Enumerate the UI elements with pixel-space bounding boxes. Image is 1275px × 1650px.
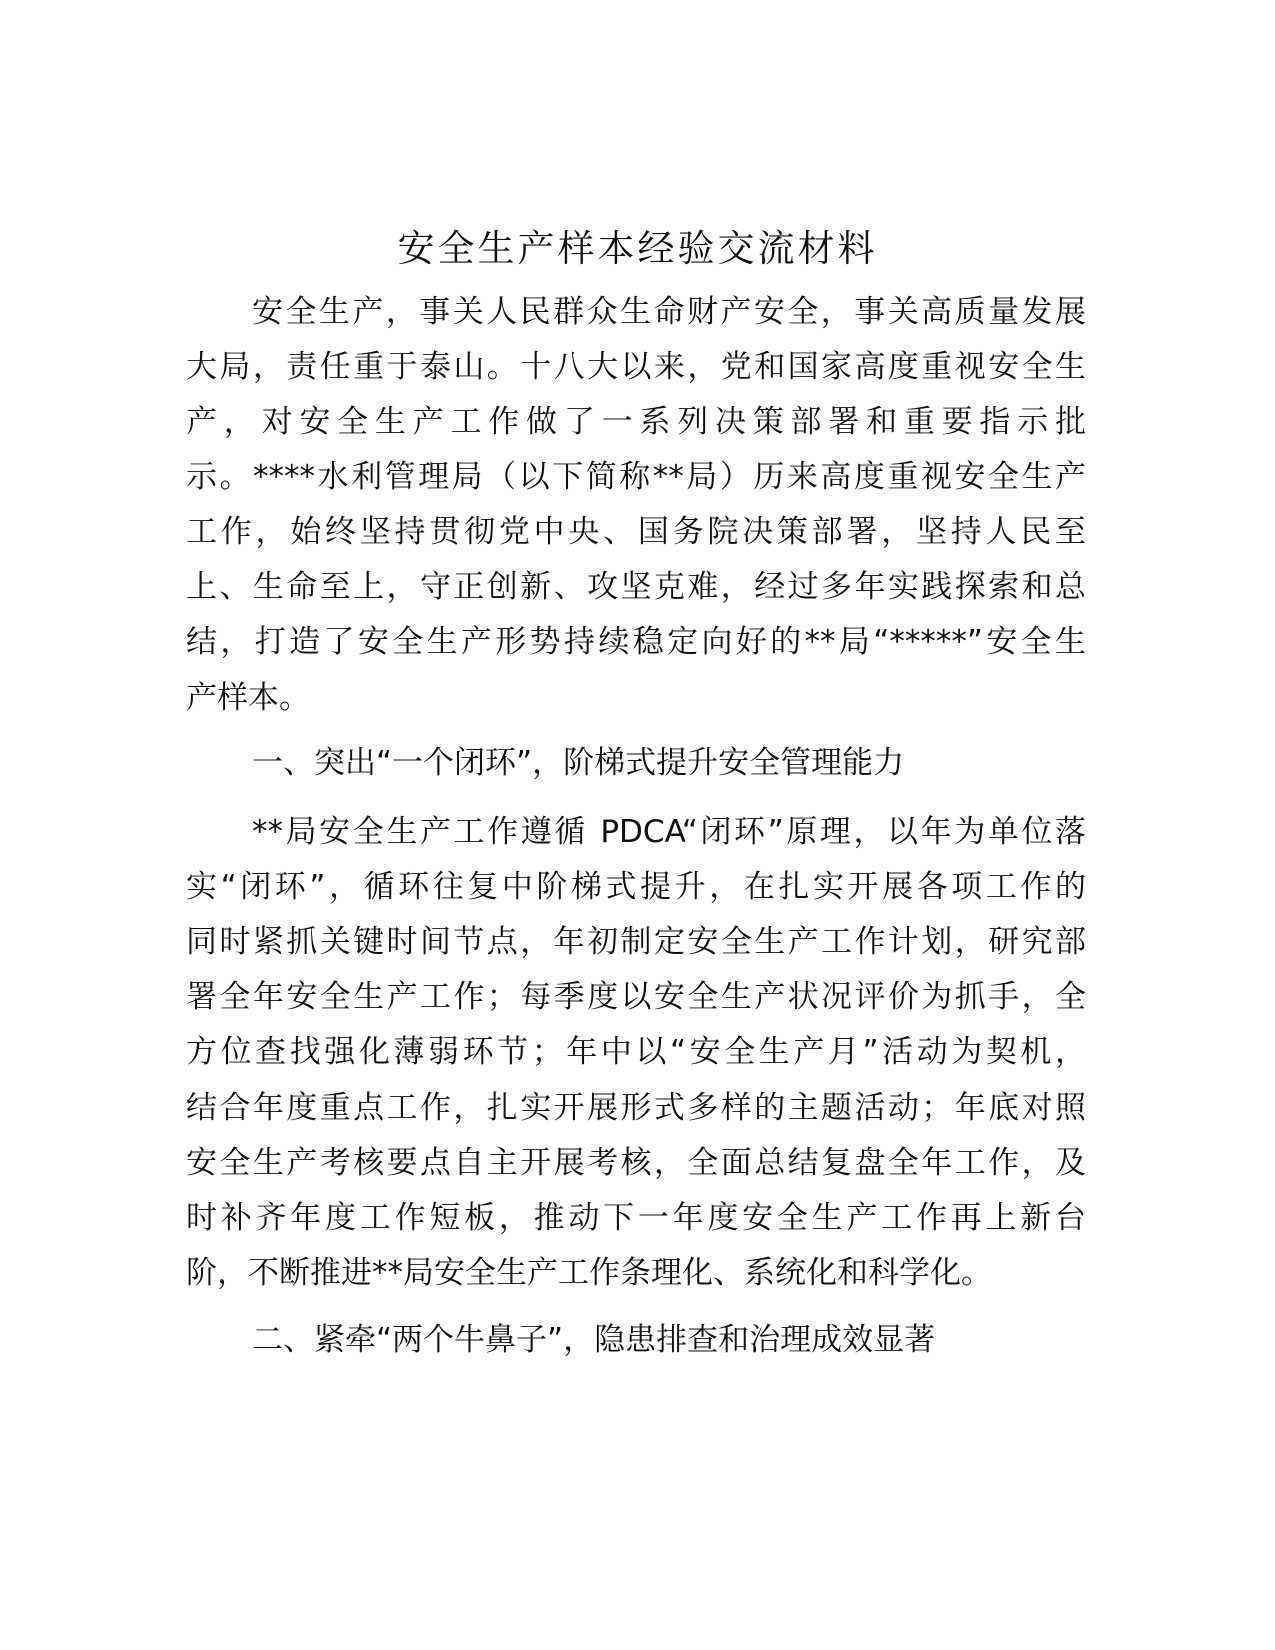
paragraph-line: 时补齐年度工作短板，推动下一年度安全生产工作再上新台: [186, 1200, 1086, 1236]
paragraph-line: 安全生产考核要点自主开展考核，全面总结复盘全年工作，及: [186, 1145, 1086, 1181]
paragraph-line: 同时紧抓关键时间节点，年初制定安全生产工作计划，研究部: [186, 924, 1086, 960]
paragraph-line: 方位查找强化薄弱环节；年中以“安全生产月”活动为契机，: [186, 1034, 1086, 1070]
paragraph-line: 产，对安全生产工作做了一系列决策部署和重要指示批: [186, 404, 1086, 440]
paragraph-line: 工作，始终坚持贯彻党中央、国务院决策部署，坚持人民至: [186, 514, 1086, 550]
paragraph-line: 大局，责任重于泰山。十八大以来，党和国家高度重视安全生: [186, 349, 1086, 385]
document-title: 安全生产样本经验交流材料: [397, 227, 878, 270]
paragraph-line: 产样本。: [186, 680, 310, 716]
section-heading-2: 二、紧牵“两个牛鼻子”，隐患排查和治理成效显著: [252, 1322, 936, 1358]
paragraph-line: 实“闭环”，循环往复中阶梯式提升，在扎实开展各项工作的: [186, 869, 1086, 905]
paragraph-line: 上、生命至上，守正创新、攻坚克难，经过多年实践探索和总: [186, 569, 1086, 605]
paragraph-line: 署全年安全生产工作；每季度以安全生产状况评价为抓手，全: [186, 979, 1086, 1015]
paragraph-line: 安全生产，事关人民群众生命财产安全，事关高质量发展: [252, 294, 1086, 330]
section-heading-1: 一、突出“一个闭环”，阶梯式提升安全管理能力: [252, 745, 905, 781]
paragraph-line: 阶，不断推进**局安全生产工作条理化、系统化和科学化。: [186, 1255, 992, 1291]
paragraph-line: **局安全生产工作遵循 PDCA“闭环”原理，以年为单位落: [252, 814, 1086, 850]
paragraph-line: 结合年度重点工作，扎实开展形式多样的主题活动；年底对照: [186, 1090, 1086, 1126]
paragraph-line: 示。****水利管理局（以下简称**局）历来高度重视安全生产: [186, 459, 1086, 495]
paragraph-line: 结，打造了安全生产形势持续稳定向好的**局“*****”安全生: [186, 624, 1086, 660]
